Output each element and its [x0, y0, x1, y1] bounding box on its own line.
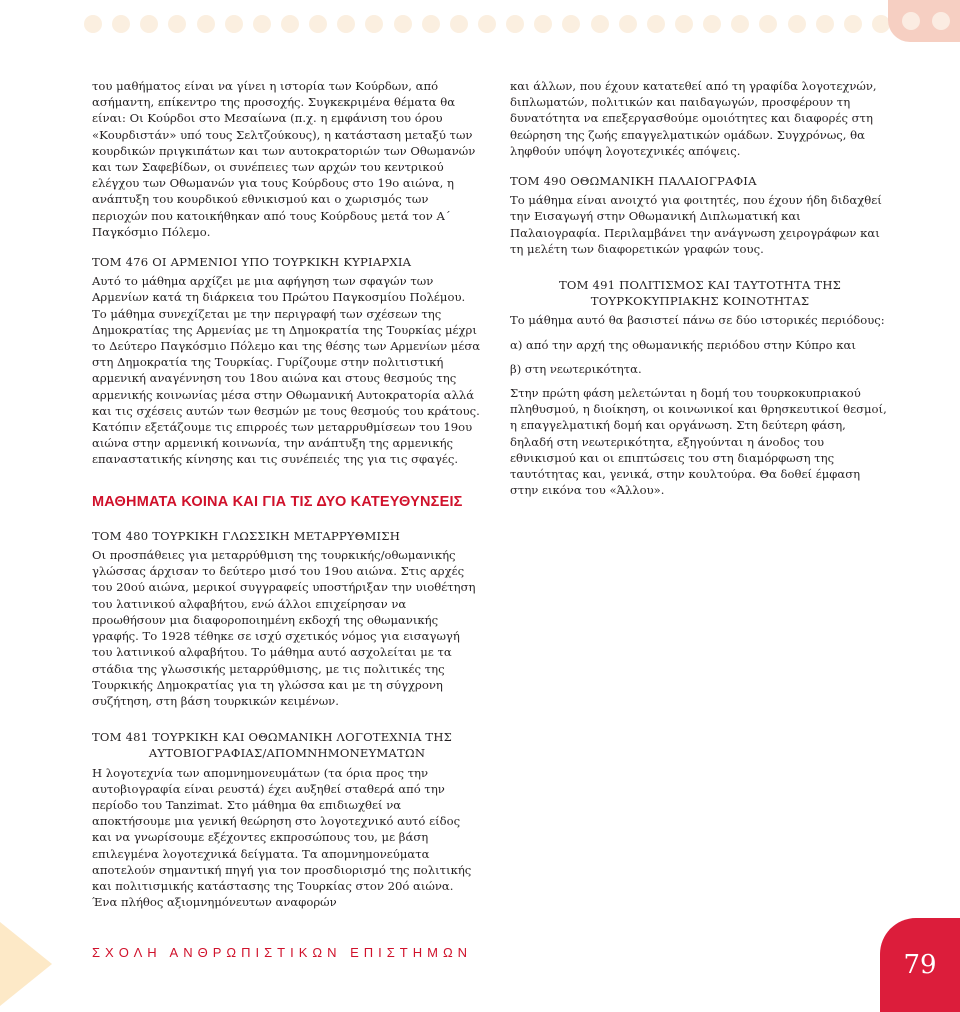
decorative-dot — [816, 15, 834, 33]
course-description: Το μάθημα αυτό θα βασιστεί πάνω σε δύο ιστορικές περιόδους: — [510, 313, 885, 328]
decorative-dot — [225, 15, 243, 33]
decorative-dot — [478, 15, 496, 33]
course-description: Στην πρώτη φάση μελετώνται η δομή του τουρκοκυπριακού πληθυσμού, η διοίκηση, οι κοινωνικοί και θρησκευτικοί θεσμοί, η επαγγελματική δομή και οργάνωση. Στη δεύτερη φάση, δηλαδή στη νεωτερικότητα, εξηγούνται η άνοδος του εθνικισμού και οι επιπτώσεις του στη διαμόρφωση της ταυτότητας και, γενικά, στην κουλτούρα. Θα δοθεί έμφαση στην εικόνα του «Άλλου». — [510, 386, 887, 498]
course-title-line1: ΤΟΜ 491 ΠΟΛΙΤΙΣΜΟΣ ΚΑΙ ΤΑΥΤΟΤΗΤΑ ΤΗΣ — [558, 278, 842, 293]
decorative-dot — [562, 15, 580, 33]
course-description: Αυτό το μάθημα αρχίζει με μια αφήγηση των σφαγών των Αρμενίων κατά τη διάρκεια του Πρώτου Παγκοσμίου Πολέμου. Το μάθημα συνεχίζεται με την περιγραφή των σχέσεων της Δημοκρατίας της Αρμενίας με τη Δημοκρατία της Τουρκίας μέχρι το Δεύτερο Παγκόσμιο Πόλεμο και της θέσης των Αρμενίων μέσα στη Δημοκρατία της Τουρκίας. Γυρίζουμε στην πολιτιστική αρμενική αναγέννηση του 18ου αιώνα και στους θεσμούς της αρμενικής κοινωνίας μέσα στην Οθωμανική Αυτοκρατορία αλλά και τις σχέσεις αυτών των θεσμών με τους θεσμούς του κράτους. Κατόπιν εξετάζουμε τις επιρροές των μεταρρυθμίσεων του 19ου αιώνα στην αρμενική κοινωνία, την ανάπτυξη της αρμενικής επαναστατικής κίνησης και τις συνέπειές της για τις σφαγές. — [92, 274, 481, 467]
course-tom490 — [510, 173, 890, 257]
decorative-dot — [506, 15, 524, 33]
decorative-dot — [647, 15, 665, 33]
top-dot-row — [0, 12, 960, 36]
decorative-dot — [253, 15, 271, 33]
decorative-dot — [675, 15, 693, 33]
top-right-corner-tab — [888, 0, 960, 42]
course-title: ΤΟΜ 476 ΟΙ ΑΡΜΕΝΙΟΙ ΥΠΟ ΤΟΥΡΚΙΚΗ ΚΥΡΙΑΡΧΙΑ — [92, 255, 412, 270]
decorative-dot — [394, 15, 412, 33]
course-description: β) στη νεωτερικότητα. — [510, 361, 642, 376]
course-description: Οι προσπάθειες για μεταρρύθμιση της τουρκικής/οθωμανικής γλώσσας άρχισαν το δεύτερο μισό του 19ου αιώνα. Στις αρχές του 20ού αιώνα, μερικοί συγγραφείς υποστήριξαν την υιοθέτηση του λατινικού αλφαβήτου, ενώ άλλοι επιχείρησαν να προωθήσουν μια διαφοροποιημένη εκδοχή της οθωμανικής γραφής. Το 1928 τέθηκε σε ισχύ σχετικός νόμος για εισαγωγή του λατινικού αλφαβήτου. Το μάθημα αυτό ασχολείται με τα στάδια της γλωσσικής μεταρρύθμισης, με τις πολιτικές της Τουρκικής Δημοκρατίας για τη γλώσσα και με τη σύγχρονη συζήτηση, στη βάση τουρκικών κειμένων. — [92, 548, 476, 708]
decorative-dot — [337, 15, 355, 33]
decorative-dot — [731, 15, 749, 33]
section-heading: ΜΑΘΗΜΑΤΑ ΚΟΙΝΑ ΚΑΙ ΓΙΑ ΤΙΣ ΔΥΟ ΚΑΤΕΥΘΥΝΣΕΙΣ — [92, 493, 463, 510]
decorative-dot — [844, 15, 862, 33]
decorative-dot — [902, 12, 920, 30]
decorative-dot — [365, 15, 383, 33]
course-description: α) από την αρχή της οθωμανικής περιόδου στην Κύπρο και — [510, 337, 856, 352]
course-title: ΤΟΜ 480 ΤΟΥΡΚΙΚΗ ΓΛΩΣΣΙΚΗ ΜΕΤΑΡΡΥΘΜΙΣΗ — [92, 528, 401, 543]
page-number: 79 — [880, 918, 960, 1012]
course-tom481 — [92, 729, 482, 910]
left-column — [92, 78, 482, 930]
course-title-line2: ΑΥΤΟΒΙΟΓΡΑΦΙΑΣ/ΑΠΟΜΝΗΜΟΝΕΥΜΑΤΩΝ — [148, 746, 426, 761]
decorative-dot — [591, 15, 609, 33]
decorative-dot — [140, 15, 158, 33]
course-tom480 — [92, 528, 482, 709]
decorative-dot — [422, 15, 440, 33]
decorative-dot — [619, 15, 637, 33]
decorative-dot — [788, 15, 806, 33]
decorative-dot — [197, 15, 215, 33]
decorative-dot — [112, 15, 130, 33]
decorative-dot — [84, 15, 102, 33]
decorative-dot — [281, 15, 299, 33]
course-tom491 — [510, 277, 890, 498]
right-intro-text: και άλλων, που έχουν κατατεθεί από τη γραφίδα λογοτεχνών, διπλωματών, πολιτικών και παιδαγωγών, προσφέρουν τη δυνατότητα να επεξεργασθούμε ομοιότητες και διαφορές στη θεώρηση της ζωής επαγγελματικών ομάδων. Συγχρόνως, θα ληφθούν υπόψη λογοτεχνικές απόψεις. — [510, 79, 877, 158]
decorative-dot — [703, 15, 721, 33]
course-description: Το μάθημα είναι ανοιχτό για φοιτητές, που έχουν ήδη διδαχθεί την Εισαγωγή στην Οθωμανική Διπλωματική και Παλαιογραφία. Περιλαμβάνει την ανάγνωση χειρογράφων και τη μελέτη των διαφορετικών γραφών τους. — [510, 193, 882, 256]
decorative-dot — [309, 15, 327, 33]
course-title-line1: ΤΟΜ 481 ΤΟΥΡΚΙΚΗ ΚΑΙ ΟΘΩΜΑΝΙΚΗ ΛΟΓΟΤΕΧΝΙΑ ΤΗΣ — [92, 730, 453, 745]
decorative-dot — [168, 15, 186, 33]
course-title — [510, 277, 890, 309]
course-description: Η λογοτεχνία των απομνημονευμάτων (τα όρια προς την αυτοβιογραφία είναι ρευστά) έχει αυξηθεί σταθερά από την περίοδο του Tanzimat. Στο μάθημα θα επιδιωχθεί να αποκτήσουμε μια γενική θεώρηση στο λογοτεχνικό αυτό είδος και να γνωρίσουμε εξέχοντες εκπροσώπους του, με βάση επιλεγμένα λογοτεχνικά δείγματα. Τα απομνημονεύματα αποτελούν σημαντική πηγή για τον προσδιορισμό της πολιτικής και πολιτισμικής κατάστασης της Τουρκίας στον 20ό αιώνα. Ένα πλήθος αξιομνημόνευτων αναφορών — [92, 765, 472, 910]
course-title: ΤΟΜ 490 ΟΘΩΜΑΝΙΚΗ ΠΑΛΑΙΟΓΡΑΦΙΑ — [510, 174, 757, 189]
course-tom476 — [92, 254, 482, 468]
decorative-dot — [450, 15, 468, 33]
footer-school-name: ΣΧΟΛΗ ΑΝΘΡΩΠΙΣΤΙΚΩΝ ΕΠΙΣΤΗΜΩΝ — [92, 945, 473, 960]
decorative-dot — [534, 15, 552, 33]
course-title — [92, 729, 482, 761]
footer-triangle-decoration — [0, 922, 52, 1006]
decorative-dot — [932, 12, 950, 30]
decorative-dot — [759, 15, 777, 33]
left-intro-text: του μαθήματος είναι να γίνει η ιστορία των Κούρδων, από ασήμαντη, επίκεντρο της προσοχής. Συγκεκριμένα θέματα θα είναι: Οι Κούρδοι στο Μεσαίωνα (π.χ. η εμφάνιση του όρου «Κουρδιστάν» υπό τους Σελτζούκους), η κατάσταση μεταξύ των κουρδικών πριγκιπάτων και των αυτοκρατοριών των Οθωμανών και των Σαφεβίδων, οι συνέπειες των αρχών του κεντρικού ελέγχου των Οθωμανών για τους Κούρδους στο 19ο αιώνα, η ανάπτυξη του κουρδικού εθνικισμού και ο χωρισμός των περιοχών που κατοικήθηκαν από τους Κούρδους μετά τον Α΄ Παγκόσμιο Πόλεμο. — [92, 79, 476, 239]
right-column — [510, 78, 890, 518]
course-title-line2: ΤΟΥΡΚΟΚΥΠΡΙΑΚΗΣ ΚΟΙΝΟΤΗΤΑΣ — [590, 294, 810, 309]
